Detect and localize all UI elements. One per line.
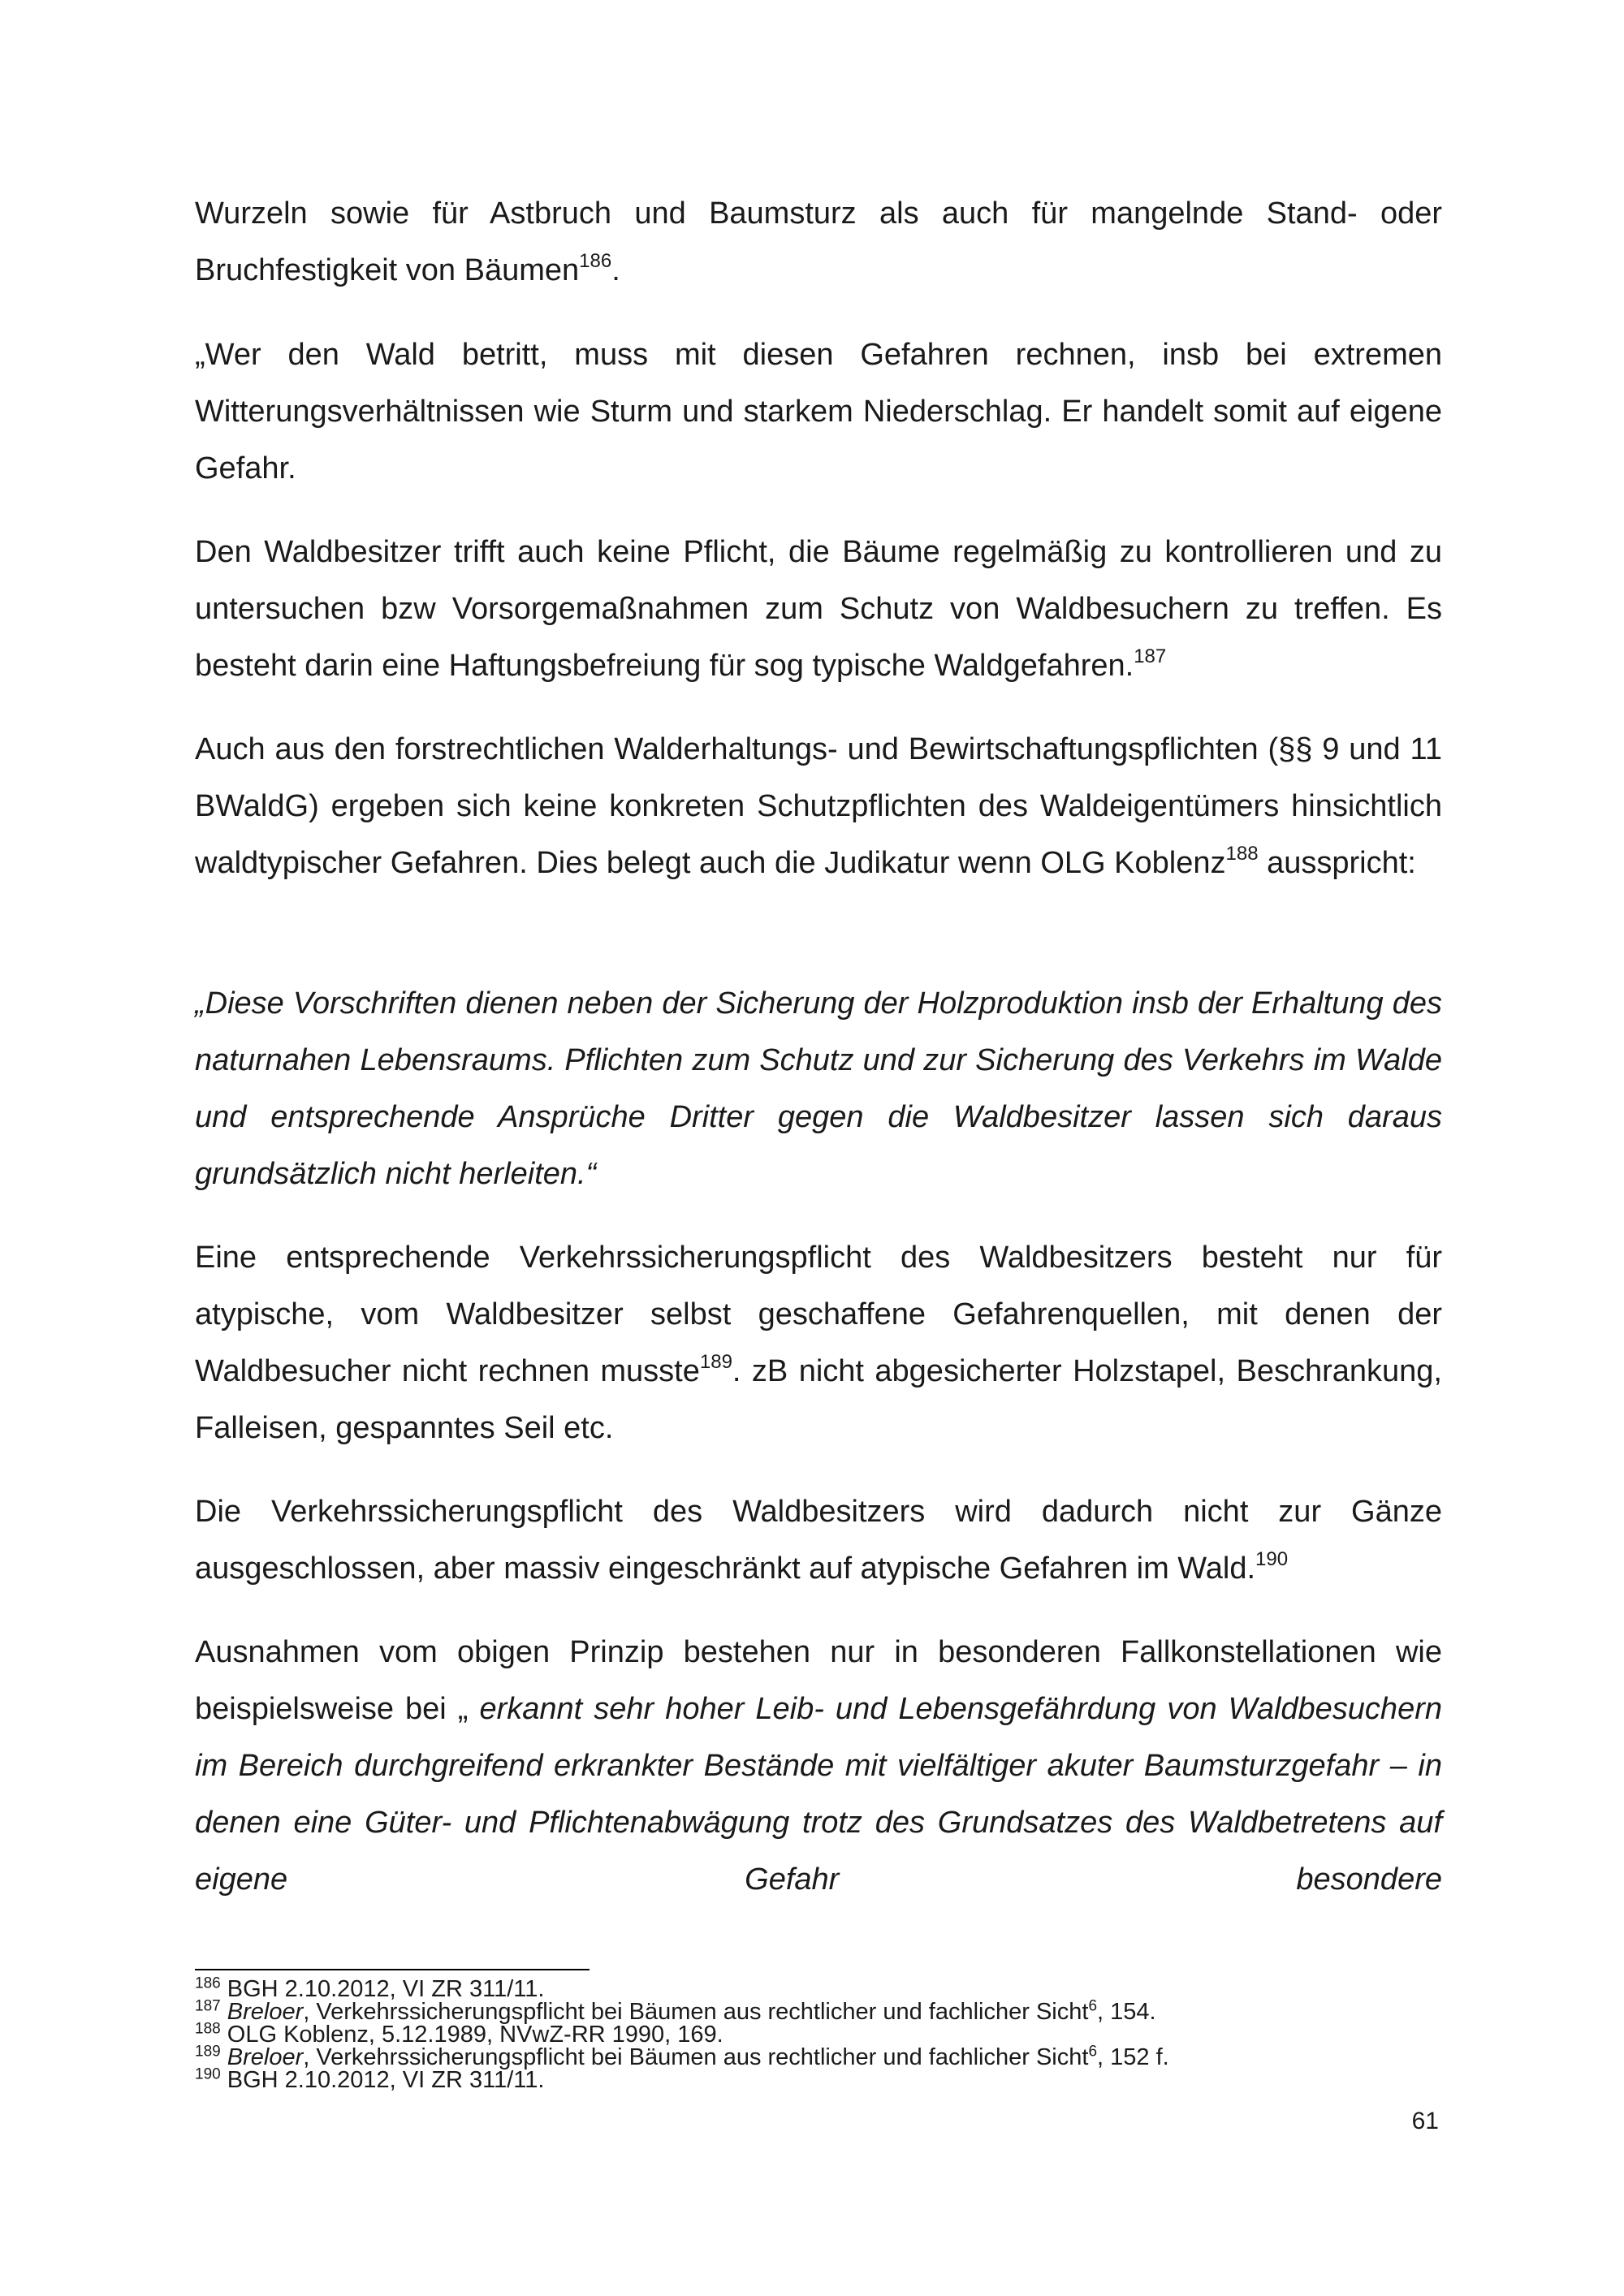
footnote-suffix: , 152 f. — [1097, 2044, 1169, 2070]
paragraph — [195, 185, 1442, 299]
paragraph-text: ausspricht: — [1258, 846, 1416, 880]
footnote-edition: 6 — [1088, 1997, 1098, 2015]
footnote-number: 190 — [195, 2065, 221, 2083]
footnote-author: Breloer — [227, 2044, 304, 2070]
footnote-text: BGH 2.10.2012, VI ZR 311/11. — [227, 1976, 545, 2002]
footnotes — [195, 1974, 1494, 2093]
footnote-item — [195, 2043, 1494, 2070]
footnote-separator — [195, 1969, 590, 1970]
paragraph-text: „Wer den Wald betritt, muss mit diesen Gefahren rechnen, insb bei extremen Witterungsverhältnissen wie Sturm und starkem Niederschlag. Er handelt somit auf eigene Gefahr. — [195, 338, 1442, 486]
paragraph-text: . zB nicht abgesicherter Holzstapel, Beschrankung, Falleisen, gespanntes Seil etc. — [195, 1354, 1442, 1445]
footnote-text: OLG Koblenz, 5.12.1989, NVwZ-RR 1990, 169. — [227, 2022, 723, 2048]
block-quote — [195, 975, 1442, 1202]
quote-text: „Diese Vorschriften dienen neben der Sicherung der Holzproduktion insb der Erhaltung des naturnahen Lebensraums. Pflichten zum Schutz und zur Sicherung des Verkehrs im Walde und entsprechende Ansprüche Dritter gegen die Waldbesitzer lassen sich daraus grundsätzlich nicht herleiten.“ — [195, 986, 1442, 1191]
paragraph-text: Auch aus den forstrechtlichen Walderhaltungs- und Bewirtschaftungspflichten (§§ 9 und 11 BWaldG) ergeben sich keine konkreten Schutzpflichten des Waldeigentümers hinsichtlich waldtypischer Gefahren. Dies belegt auch die Judikatur wenn OLG Koblenz — [195, 732, 1442, 880]
footnote-item — [195, 2020, 1494, 2048]
paragraph — [195, 326, 1442, 497]
footnote-item — [195, 1974, 1494, 2002]
footnote-edition: 6 — [1088, 2043, 1098, 2061]
footnote-author: Breloer — [227, 1999, 304, 2025]
footnote-number: 188 — [195, 2020, 221, 2038]
paragraph-text: . — [611, 253, 620, 287]
footnote-number: 189 — [195, 2043, 221, 2061]
page-number: 61 — [1411, 2108, 1439, 2134]
footnote-reference[interactable]: 190 — [1255, 1548, 1289, 1571]
paragraph — [195, 524, 1442, 694]
footnote-text: BGH 2.10.2012, VI ZR 311/11. — [227, 2067, 545, 2093]
footnote-reference[interactable]: 187 — [1134, 645, 1167, 668]
footnote-number: 186 — [195, 1974, 221, 1992]
paragraph-text: Den Waldbesitzer trifft auch keine Pflicht, die Bäume regelmäßig zu kontrollieren und zu untersuchen bzw Vorsorgemaßnahmen zum Schutz von Waldbesuchern zu treffen. Es besteht darin eine Haftungsbefreiung für sog typische Waldgefahren. — [195, 535, 1442, 683]
quote-text: erkannt sehr hoher Leib- und Lebensgefährdung von Waldbesuchern im Bereich durchgreifend erkrankter Bestände mit vielfältiger akuter Baumsturzgefahr – in denen eine Güter- und Pflichtenabwägung trotz des Grundsatzes des Waldbetretens auf eigene Gefahr besondere — [195, 1692, 1442, 1897]
paragraph-text: Ausnahmen vom obigen Prinzip bestehen nur in besonderen Fallkonstellationen wie beispielsweise bei „ — [195, 1635, 1442, 1726]
footnote-text: , Verkehrssicherungspflicht bei Bäumen aus rechtlicher und fachlicher Sicht — [303, 2044, 1089, 2070]
footnote-item — [195, 2065, 1494, 2093]
footnote-reference[interactable]: 186 — [579, 250, 612, 273]
footnote-suffix: , 154. — [1097, 1999, 1156, 2025]
footnote-text: , Verkehrssicherungspflicht bei Bäumen aus rechtlicher und fachlicher Sicht — [303, 1999, 1089, 2025]
footnote-reference[interactable]: 188 — [1225, 843, 1259, 865]
footnote-reference[interactable]: 189 — [699, 1351, 732, 1374]
paragraph-text: Die Verkehrssicherungspflicht des Waldbesitzers wird dadurch nicht zur Gänze ausgeschlossen, aber massiv eingeschränkt auf atypische Gefahren im Wald. — [195, 1495, 1442, 1586]
paragraph — [195, 1483, 1442, 1597]
footnote-number: 187 — [195, 1997, 221, 2015]
paragraph — [195, 1624, 1442, 1908]
footnote-item — [195, 1997, 1494, 2025]
paragraph-text: Eine entsprechende Verkehrssicherungspflicht des Waldbesitzers besteht nur für atypische, vom Waldbesitzer selbst geschaffene Gefahrenquellen, mit denen der Waldbesucher nicht rechnen musste — [195, 1241, 1442, 1388]
paragraph — [195, 721, 1442, 891]
paragraph-text: Wurzeln sowie für Astbruch und Baumsturz als auch für mangelnde Stand- oder Bruchfestigkeit von Bäumen — [195, 196, 1442, 287]
paragraph — [195, 1229, 1442, 1457]
